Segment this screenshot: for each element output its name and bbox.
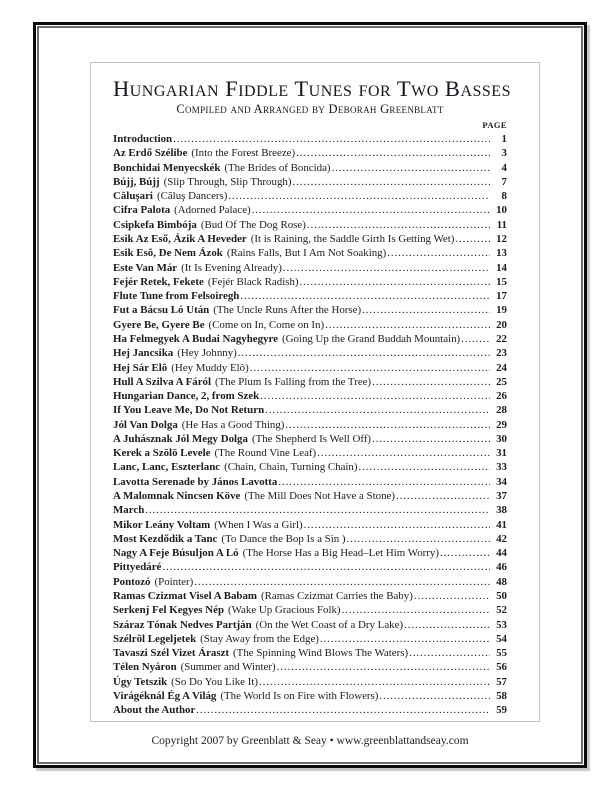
toc-row (113, 418, 507, 432)
toc-entry-translation: (The Spinning Wind Blows The Waters) (233, 647, 409, 660)
toc-entry-translation: (The World Is on Fire with Flowers) (220, 689, 379, 702)
toc-entry-title: Bonchidai Menyecskék (113, 161, 221, 174)
toc-row (113, 232, 507, 246)
dotted-leader (341, 603, 490, 617)
toc-entry-translation: (The Brides of Boncida) (224, 161, 331, 174)
dotted-leader (303, 518, 490, 532)
dotted-leader (413, 589, 490, 603)
toc-row (113, 575, 507, 589)
toc-entry-page-number: 25 (496, 375, 507, 388)
toc-row (113, 203, 507, 217)
book-subtitle: Compiled and Arranged by Deborah Greenblatt (176, 102, 444, 116)
toc-entry-page-number: 28 (496, 404, 507, 417)
toc-entry-page-number: 33 (496, 461, 507, 474)
toc-entry-page-number: 8 (501, 190, 507, 203)
dotted-leader (276, 660, 490, 674)
toc-entry-page-number: 23 (496, 347, 507, 360)
dotted-leader (358, 460, 490, 474)
toc-entry-title: Tavaszi Szél Vizet Áraszt (113, 647, 230, 660)
toc-entry-translation: (The Round Vine Leaf) (214, 447, 317, 460)
toc-entry-translation: (Bud Of The Dog Rose) (200, 218, 306, 231)
dotted-leader (193, 575, 490, 589)
dotted-leader (324, 318, 490, 332)
toc-entry-translation: (Summer and Winter) (180, 661, 276, 674)
toc-entry-page-number: 41 (496, 518, 507, 531)
toc-entry-translation: (Căluş Dancers) (156, 190, 228, 203)
toc-row (113, 389, 507, 403)
toc-entry-page-number: 7 (501, 175, 507, 188)
toc-entry-title: Csipkefa Bimbója (113, 218, 197, 231)
toc-entry-title: Gyere Be, Gyere Be (113, 318, 205, 331)
dotted-leader (331, 161, 490, 175)
toc-entry-translation: (Stay Away from the Edge) (200, 632, 319, 645)
toc-row (113, 289, 507, 303)
toc-entry-title: Pontozó (113, 575, 151, 588)
toc-entry-page-number: 13 (496, 247, 507, 260)
toc-row (113, 361, 507, 375)
dotted-leader (249, 361, 490, 375)
dotted-leader (239, 289, 490, 303)
toc-entry-page-number: 56 (496, 661, 507, 674)
toc-entry-page-number: 57 (496, 675, 507, 688)
dotted-leader (144, 503, 490, 517)
toc-entry-title: Ramas Czizmat Visel A Babam (113, 590, 257, 602)
toc-entry-translation: (It is Raining, the Saddle Girth Is Getting Wet) (250, 232, 455, 245)
toc-entry-page-number: 30 (496, 432, 507, 445)
toc-entry-title: Jól Van Dolga (113, 418, 178, 431)
toc-entry-translation: (It Is Evening Already) (181, 261, 282, 274)
toc-row (113, 632, 507, 646)
toc-entry-translation: (The Plum Is Falling from the Tree) (215, 375, 372, 388)
toc-entry-translation: (To Dance the Bop Is a Sin ) (221, 532, 346, 545)
toc-entry-translation: (The Uncle Runs After the Horse) (213, 304, 362, 317)
toc-entry-title: Nagy A Feje Búsuljon A Ló (113, 547, 239, 560)
toc-entry-translation: (When I Was a Girl) (214, 518, 303, 531)
toc-row (113, 646, 507, 660)
toc-entry-translation: (Into the Forest Breeze) (191, 147, 296, 160)
toc-row (113, 603, 507, 617)
toc-entry-page-number: 50 (496, 590, 507, 602)
dotted-leader (403, 618, 490, 632)
dotted-leader (227, 189, 490, 203)
toc-row (113, 489, 507, 503)
toc-entry-translation: (Pointer) (154, 575, 194, 588)
toc-entry-page-number: 58 (496, 689, 507, 702)
toc-row (113, 660, 507, 674)
dotted-leader (251, 203, 490, 217)
toc-entry-title: Úgy Tetszik (113, 675, 168, 688)
dotted-leader (299, 275, 490, 289)
toc-entry-page-number: 44 (496, 547, 507, 560)
toc-entry-page-number: 26 (496, 390, 507, 403)
toc-row (113, 403, 507, 417)
dotted-leader (277, 475, 490, 489)
toc-entry-title: Fut a Bácsu Ló Után (113, 304, 210, 317)
toc-entry-title: If You Leave Me, Do Not Return (113, 404, 265, 417)
dotted-leader (282, 261, 490, 275)
toc-entry-page-number: 20 (496, 318, 507, 331)
toc-entry-title: Hej Sár Elô (113, 361, 168, 374)
toc-entry-page-number: 14 (496, 261, 507, 274)
toc-entry-page-number: 15 (496, 275, 507, 288)
toc-entry-title: Szélrôl Legeljetek (113, 632, 197, 645)
table-of-contents-box (90, 62, 540, 722)
toc-row (113, 218, 507, 232)
toc-entry-translation: (Wake Up Gracious Folk) (228, 604, 341, 617)
toc-entry-title: Căluşari (113, 190, 153, 203)
toc-row (113, 518, 507, 532)
toc-entry-translation: (The Mill Does Not Have a Stone) (244, 490, 395, 503)
toc-entry-title: Hungarian Dance, 2, from Szek (113, 390, 260, 403)
toc-row (113, 689, 507, 703)
copyright-footer: Copyright 2007 by Greenblatt & Seay • www.greenblattandseay.com (151, 735, 469, 747)
dotted-leader (395, 489, 490, 503)
toc-entry-page-number: 54 (496, 632, 507, 645)
toc-entry-page-number: 46 (496, 561, 507, 574)
toc-entry-page-number: 42 (496, 532, 507, 545)
toc-row (113, 532, 507, 546)
toc-entry-translation: (Adorned Palace) (174, 204, 251, 217)
toc-entry-page-number: 38 (496, 504, 507, 517)
toc-entry-page-number: 12 (496, 232, 507, 245)
toc-row (113, 318, 507, 332)
toc-row (113, 618, 507, 632)
toc-row (113, 161, 507, 175)
toc-list (113, 132, 507, 718)
dotted-leader (371, 432, 490, 446)
toc-entry-title: A Juhásznak Jól Megy Dolga (113, 432, 248, 445)
toc-entry-title: Serkenj Fel Kegyes Nép (113, 604, 225, 617)
dotted-leader (378, 689, 490, 703)
dotted-leader (386, 246, 490, 260)
toc-entry-page-number: 59 (496, 704, 507, 717)
toc-row (113, 503, 507, 517)
toc-entry-page-number: 17 (496, 290, 507, 303)
toc-row (113, 303, 507, 317)
toc-row (113, 589, 507, 603)
toc-row (113, 560, 507, 574)
dotted-leader (439, 546, 490, 560)
toc-entry-page-number: 48 (496, 575, 507, 588)
toc-entry-title: Kerek a Szōlō Levele (113, 447, 211, 460)
toc-entry-translation: (The Horse Has a Big Head–Let Him Worry) (242, 547, 439, 560)
toc-entry-title: Hull A Szilva A Fáról (113, 375, 212, 388)
dotted-leader (172, 132, 490, 146)
toc-row (113, 546, 507, 560)
toc-entry-title: Az Erdő Szélibe (113, 147, 188, 160)
dotted-leader (306, 218, 490, 232)
toc-row (113, 703, 507, 717)
toc-entry-title: Mikor Leány Voltam (113, 518, 211, 531)
toc-entry-title: Fejér Retek, Fekete (113, 275, 204, 288)
toc-entry-translation: (On the Wet Coast of a Dry Lake) (255, 618, 404, 631)
toc-entry-translation: (Hey Muddy Elô) (171, 361, 249, 374)
toc-entry-page-number: 37 (496, 490, 507, 503)
toc-row (113, 132, 507, 146)
toc-entry-title: Esik Az Eső, Ázik A Heveder (113, 232, 247, 245)
toc-entry-page-number: 19 (496, 304, 507, 317)
toc-entry-title: Bújj, Bújj (113, 175, 160, 188)
toc-entry-page-number: 4 (501, 161, 507, 174)
toc-entry-translation: (Chain, Chain, Turning Chain) (224, 461, 358, 474)
dotted-leader (237, 346, 490, 360)
toc-entry-title: Ha Felmegyek A Budai Nagyhegyre (113, 332, 278, 345)
dotted-leader (259, 389, 490, 403)
toc-row (113, 460, 507, 474)
dotted-leader (319, 632, 490, 646)
dotted-leader (161, 560, 490, 574)
page-column-header: PAGE (482, 120, 507, 130)
toc-entry-translation: (So Do You Like It) (171, 675, 258, 688)
dotted-leader (454, 232, 490, 246)
toc-row (113, 475, 507, 489)
toc-entry-title: Cifra Palota (113, 204, 171, 217)
toc-entry-translation: (Come on In, Come on In) (208, 318, 325, 331)
toc-entry-translation: (Rains Falls, But I Am Not Soaking) (226, 247, 387, 260)
toc-entry-title: Virágéknál Ég A Világ (113, 689, 217, 702)
toc-entry-title: Lavotta Serenade by János Lavotta (113, 475, 278, 488)
toc-entry-page-number: 53 (496, 618, 507, 631)
toc-entry-translation: (Fejér Black Radish) (207, 275, 299, 288)
toc-row (113, 375, 507, 389)
dotted-leader (195, 703, 490, 717)
toc-entry-title: Száraz Tónak Nedves Partján (113, 618, 252, 631)
toc-entry-translation: (He Has a Good Thing) (181, 418, 285, 431)
dotted-leader (316, 446, 490, 460)
dotted-leader (264, 403, 490, 417)
toc-entry-page-number: 34 (496, 475, 507, 488)
toc-row (113, 146, 507, 160)
toc-row (113, 332, 507, 346)
toc-entry-page-number: 11 (496, 218, 507, 231)
dotted-leader (284, 418, 490, 432)
toc-row (113, 446, 507, 460)
dotted-leader (258, 675, 490, 689)
toc-entry-page-number: 31 (496, 447, 507, 460)
toc-entry-translation: (The Shepherd Is Well Off) (251, 432, 372, 445)
toc-entry-title: March (113, 504, 145, 517)
toc-row (113, 189, 507, 203)
toc-row (113, 261, 507, 275)
toc-entry-page-number: 24 (496, 361, 507, 374)
toc-entry-title: A Malomnak Nincsen Köve (113, 490, 241, 503)
toc-entry-title: Flute Tune from Felsoiregh (113, 290, 240, 303)
toc-entry-title: About the Author (113, 704, 196, 717)
toc-entry-page-number: 1 (501, 133, 507, 145)
toc-entry-title: Hej Jancsika (113, 347, 174, 360)
toc-entry-translation: (Hey Johnny) (177, 347, 237, 360)
toc-entry-title: Introduction (113, 133, 173, 145)
toc-row (113, 675, 507, 689)
toc-entry-translation: (Ramas Czizmat Carries the Baby) (261, 590, 413, 602)
dotted-leader (460, 332, 490, 346)
toc-entry-title: Este Van Már (113, 261, 178, 274)
toc-row (113, 275, 507, 289)
toc-entry-page-number: 22 (496, 332, 507, 345)
toc-entry-page-number: 29 (496, 418, 507, 431)
dotted-leader (371, 375, 490, 389)
toc-entry-page-number: 55 (496, 647, 507, 660)
dotted-leader (361, 303, 490, 317)
dotted-leader (408, 646, 490, 660)
toc-row (113, 246, 507, 260)
toc-entry-title: Télen Nyáron (113, 661, 177, 674)
toc-entry-page-number: 52 (496, 604, 507, 617)
dotted-leader (295, 146, 490, 160)
toc-entry-page-number: 3 (501, 147, 507, 160)
toc-row (113, 175, 507, 189)
toc-row (113, 346, 507, 360)
toc-entry-translation: (Going Up the Grand Buddah Mountain) (281, 332, 461, 345)
book-title: Hungarian Fiddle Tunes for Two Basses (113, 76, 511, 101)
dotted-leader (346, 532, 490, 546)
dotted-leader (291, 175, 490, 189)
toc-entry-translation: (Slip Through, Slip Through) (163, 175, 292, 188)
toc-entry-title: Esik Esô, De Nem Ázok (113, 247, 223, 260)
toc-entry-title: Pittyedáré (113, 561, 162, 574)
toc-entry-title: Lanc, Lanc, Eszterlanc (113, 461, 221, 474)
toc-entry-page-number: 10 (496, 204, 507, 217)
toc-entry-title: Most Kezdődik a Tanc (113, 532, 218, 545)
toc-row (113, 432, 507, 446)
